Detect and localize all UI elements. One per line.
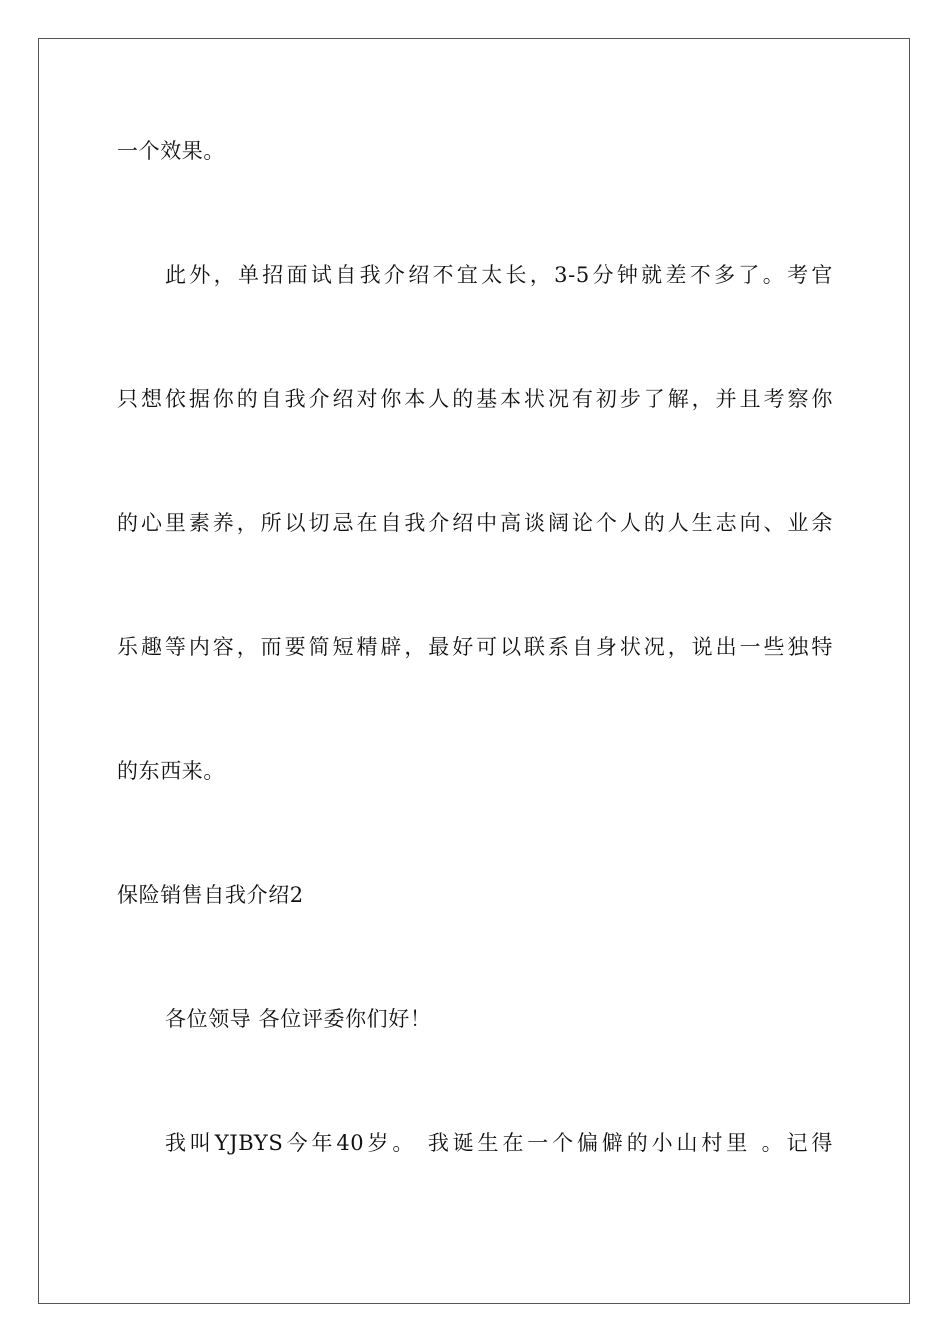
paragraph-line: 我叫YJBYS今年40岁。 我诞生在一个偏僻的小山村里 。记得 bbox=[165, 1131, 833, 1155]
paragraph-line: 的心里素养，所以切忌在自我介绍中高谈阔论个人的人生志向、业余 bbox=[117, 511, 833, 535]
paragraph-line: 的东西来。 bbox=[117, 759, 225, 783]
paragraph-line: 一个效果。 bbox=[117, 139, 225, 163]
paragraph-line: 乐趣等内容，而要简短精辟，最好可以联系自身状况，说出一些独特 bbox=[117, 635, 833, 659]
paragraph-line: 只想依据你的自我介绍对你本人的基本状况有初步了解，并且考察你 bbox=[117, 387, 833, 411]
section-heading: 保险销售自我介绍2 bbox=[117, 883, 304, 907]
paragraph-line: 此外，单招面试自我介绍不宜太长，3-5分钟就差不多了。考官 bbox=[165, 263, 833, 287]
greeting-line: 各位领导 各位评委你们好！ bbox=[165, 1007, 432, 1031]
page-frame bbox=[38, 38, 910, 1304]
